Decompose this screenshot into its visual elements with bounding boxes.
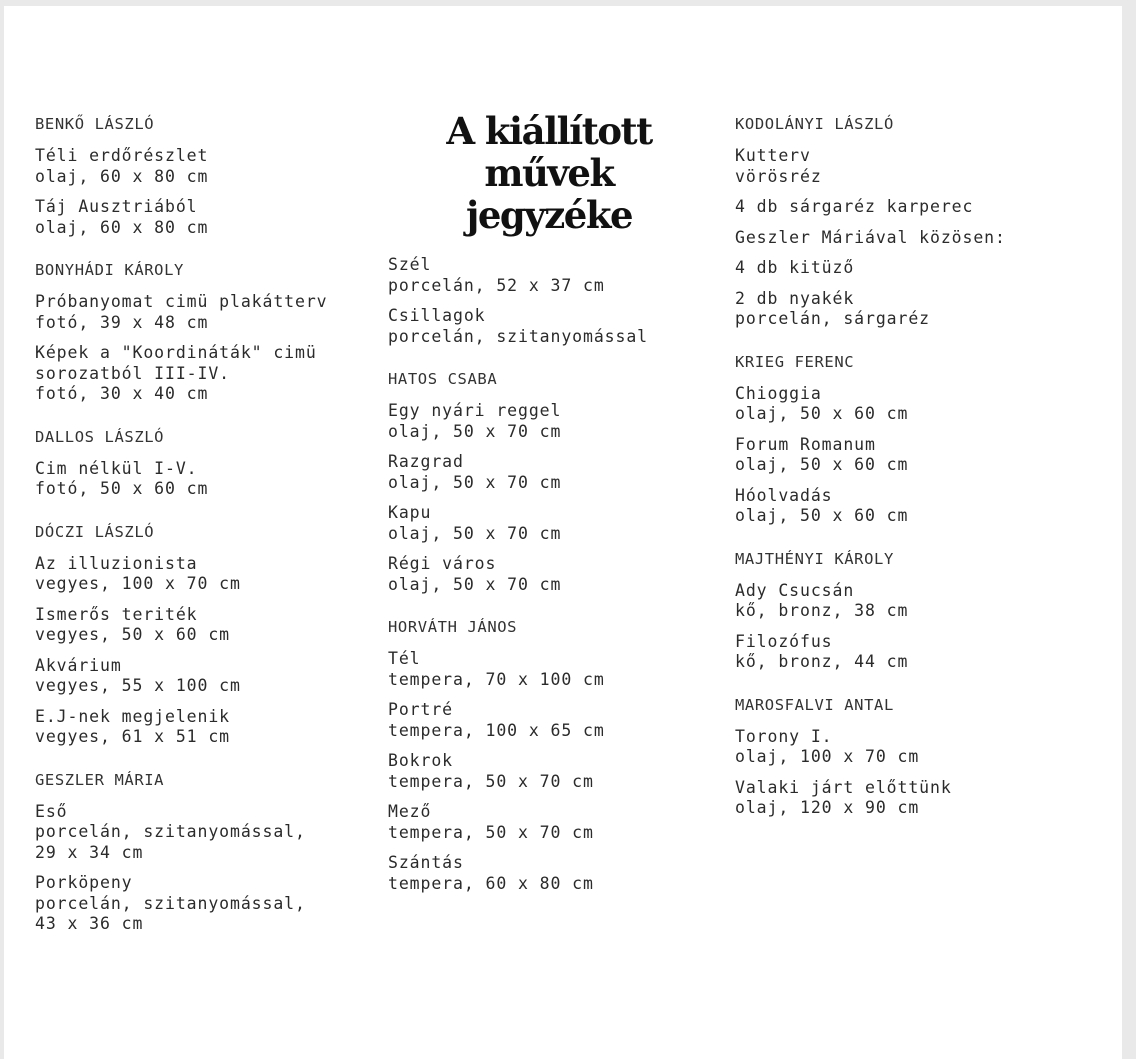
artwork-title: Ady Csucsán [735, 580, 855, 600]
artwork-entry [735, 486, 1095, 527]
artwork-entry [35, 292, 375, 333]
artwork-title: Valaki járt előttünk [735, 777, 952, 797]
artwork-title: Táj Ausztriából [35, 197, 198, 216]
artwork-title: Forum Romanum [735, 434, 876, 454]
artwork-title: Téli erdőrészlet [35, 146, 209, 165]
artwork-entry [735, 197, 1095, 218]
artwork-detail: vegyes, 100 x 70 cm [35, 574, 241, 593]
artwork-entry [388, 751, 728, 792]
artwork-detail: porcelán, szitanyomással, [35, 893, 306, 913]
artwork-entry [35, 343, 375, 405]
artist-group [735, 114, 1095, 330]
artist-group [35, 427, 375, 500]
page-title [379, 110, 719, 236]
artwork-entry [735, 778, 1095, 819]
artist-group [35, 114, 375, 238]
artwork-entry [735, 228, 1095, 249]
artwork-entry [35, 554, 375, 595]
artwork-detail: fotó, 30 x 40 cm [35, 384, 209, 403]
artwork-entry [388, 554, 728, 595]
artist-group [35, 770, 375, 935]
artwork-entry [735, 146, 1095, 187]
artwork-entry [35, 197, 375, 238]
artist-name: KODOLÁNYI LÁSZLÓ [735, 115, 894, 133]
artwork-entry [735, 289, 1095, 330]
artwork-detail: tempera, 50 x 70 cm [388, 822, 594, 842]
artwork-detail: olaj, 50 x 60 cm [735, 506, 909, 525]
artwork-detail: porcelán, szitanyomással [388, 326, 649, 346]
artwork-entry [735, 384, 1095, 425]
artwork-entry [388, 503, 728, 544]
artist-group [735, 549, 1095, 673]
artwork-detail: tempera, 100 x 65 cm [388, 720, 605, 740]
column-2 [388, 255, 728, 916]
title-line-1: A kiállított művek [446, 109, 652, 195]
artwork-entry [388, 255, 728, 296]
artwork-detail: 29 x 34 cm [35, 842, 144, 862]
artwork-detail: vörösréz [735, 166, 822, 186]
artwork-detail: vegyes, 55 x 100 cm [35, 676, 241, 695]
artwork-title: Hóolvadás [735, 485, 833, 505]
artwork-detail: fotó, 50 x 60 cm [35, 479, 209, 498]
artwork-entry [35, 707, 375, 748]
artwork-entry [735, 435, 1095, 476]
artwork-title: Próbanyomat cimü plakátterv [35, 292, 328, 311]
artwork-title: 4 db kitüző [735, 258, 855, 277]
artist-name: HATOS CSABA [388, 370, 498, 388]
artwork-title: Szántás [388, 853, 464, 872]
column-1 [35, 114, 375, 957]
artist-group [735, 695, 1095, 819]
artwork-title: Eső [35, 801, 68, 821]
artwork-detail: olaj, 100 x 70 cm [735, 747, 920, 766]
artwork-title: Portré [388, 700, 454, 719]
artwork-detail: fotó, 39 x 48 cm [35, 312, 209, 332]
artwork-title: Razgrad [388, 452, 464, 471]
artwork-title: Kutterv [735, 146, 811, 165]
artwork-detail: porcelán, szitanyomással, [35, 822, 306, 841]
artist-group [735, 352, 1095, 527]
artwork-detail: olaj, 120 x 90 cm [735, 798, 920, 817]
artwork-title: Bokrok [388, 751, 454, 770]
catalog-page [4, 6, 1122, 1059]
artwork-detail: vegyes, 50 x 60 cm [35, 625, 231, 644]
artwork-detail: sorozatból III-IV. [35, 363, 231, 383]
artwork-title: Csillagok [388, 306, 486, 325]
artwork-detail: olaj, 50 x 70 cm [388, 574, 562, 594]
artwork-title: 4 db sárgaréz karperec [735, 197, 974, 216]
artwork-detail: 43 x 36 cm [35, 914, 144, 933]
artwork-title: Képek a "Koordináták" cimü [35, 343, 317, 362]
artwork-entry [735, 258, 1095, 279]
title-line-2: jegyzéke [465, 193, 633, 237]
artwork-entry [735, 727, 1095, 768]
artist-group [35, 260, 375, 405]
artist-group [388, 255, 728, 347]
artwork-title: Porköpeny [35, 873, 133, 892]
artwork-title: Egy nyári reggel [388, 401, 562, 420]
artist-group [388, 617, 728, 894]
artwork-title: Szél [388, 255, 432, 274]
artwork-entry [388, 802, 728, 843]
artwork-entry [35, 459, 375, 500]
artwork-title: Tél [388, 649, 421, 668]
artwork-detail: olaj, 50 x 70 cm [388, 421, 562, 441]
artwork-detail: olaj, 60 x 80 cm [35, 217, 209, 237]
artwork-title: Filozófus [735, 631, 833, 651]
artwork-title: Mező [388, 802, 432, 821]
artist-name: DÓCZI LÁSZLÓ [35, 522, 155, 541]
artwork-detail: tempera, 60 x 80 cm [388, 873, 594, 893]
artwork-entry [388, 306, 728, 347]
artwork-detail: porcelán, sárgaréz [735, 309, 931, 328]
artwork-entry [35, 873, 375, 935]
artwork-detail: olaj, 60 x 80 cm [35, 166, 209, 186]
artwork-entry [388, 853, 728, 894]
artwork-entry [388, 401, 728, 442]
artwork-entry [388, 452, 728, 493]
artwork-title: Torony I. [735, 726, 833, 746]
artwork-detail: vegyes, 61 x 51 cm [35, 727, 231, 746]
artwork-title: Geszler Máriával közösen: [735, 227, 1006, 247]
artist-name: BONYHÁDI KÁROLY [35, 261, 184, 279]
artist-name: MAJTHÉNYI KÁROLY [735, 549, 894, 568]
artwork-title: Régi város [388, 554, 497, 573]
artist-name: MAROSFALVI ANTAL [735, 695, 894, 714]
artwork-entry [35, 802, 375, 864]
artist-name: HORVÁTH JÁNOS [388, 618, 518, 636]
artwork-detail: olaj, 50 x 70 cm [388, 523, 562, 543]
artwork-title: Akvárium [35, 655, 122, 675]
artwork-entry [388, 700, 728, 741]
column-3 [735, 114, 1095, 841]
artwork-title: Kapu [388, 503, 432, 522]
artwork-entry [735, 581, 1095, 622]
artwork-entry [35, 656, 375, 697]
artist-group [388, 369, 728, 595]
artist-group [35, 522, 375, 748]
artwork-detail: olaj, 50 x 60 cm [735, 404, 909, 423]
artwork-title: E.J-nek megjelenik [35, 706, 231, 726]
artwork-entry [35, 146, 375, 187]
artwork-detail: olaj, 50 x 60 cm [735, 455, 909, 474]
artist-name: GESZLER MÁRIA [35, 770, 165, 789]
artwork-detail: kő, bronz, 44 cm [735, 652, 909, 671]
artwork-entry [35, 605, 375, 646]
artwork-title: Az illuzionista [35, 553, 198, 573]
artwork-title: Chioggia [735, 383, 822, 403]
artist-name: DALLOS LÁSZLÓ [35, 427, 165, 446]
artwork-title: Ismerős teriték [35, 604, 198, 624]
artwork-title: Cim nélkül I-V. [35, 458, 198, 478]
artwork-detail: olaj, 50 x 70 cm [388, 472, 562, 492]
artwork-detail: porcelán, 52 x 37 cm [388, 275, 605, 295]
artwork-detail: kő, bronz, 38 cm [735, 601, 909, 620]
artwork-detail: tempera, 70 x 100 cm [388, 669, 605, 689]
artist-name: BENKŐ LÁSZLÓ [35, 115, 155, 133]
artwork-detail: tempera, 50 x 70 cm [388, 771, 594, 791]
artwork-entry [735, 632, 1095, 673]
artwork-entry [388, 649, 728, 690]
artist-name: KRIEG FERENC [735, 352, 855, 371]
artwork-title: 2 db nyakék [735, 288, 855, 308]
